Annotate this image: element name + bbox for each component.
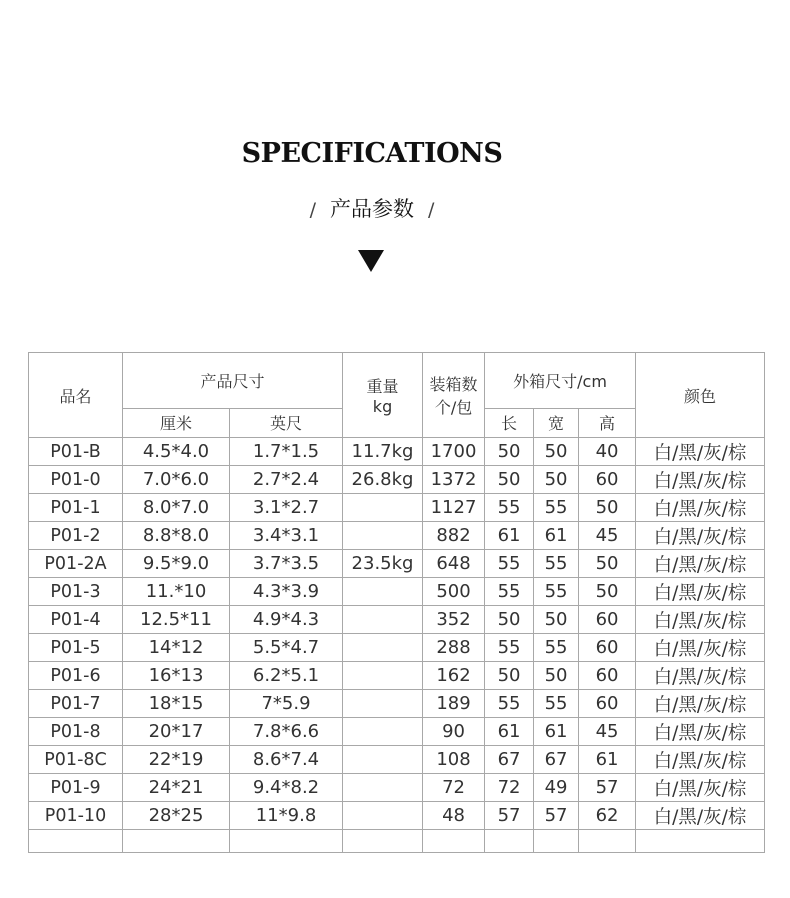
table-row: [29, 438, 765, 466]
size-ft-cell: 3.4*3.1: [230, 522, 343, 550]
model-cell: P01-3: [29, 578, 123, 606]
empty-cell: [343, 830, 423, 853]
size-ft-cell: 3.7*3.5: [230, 550, 343, 578]
carton-height-cell: 50: [579, 578, 636, 606]
table-row: [29, 746, 765, 774]
quantity-cell: 162: [423, 662, 485, 690]
color-cell: 白/黑/灰/棕: [636, 438, 765, 466]
table-row: [29, 494, 765, 522]
table-row: [29, 550, 765, 578]
table-row: [29, 606, 765, 634]
color-cell: 白/黑/灰/棕: [636, 606, 765, 634]
size-ft-cell: 4.3*3.9: [230, 578, 343, 606]
carton-height-cell: 60: [579, 634, 636, 662]
weight-cell: 11.7kg: [343, 438, 423, 466]
size-cm-cell: 7.0*6.0: [123, 466, 230, 494]
carton-height-cell: 60: [579, 466, 636, 494]
carton-height-cell: 61: [579, 746, 636, 774]
carton-height-cell: 50: [579, 550, 636, 578]
table-row-empty: [29, 830, 765, 853]
carton-length-cell: 55: [485, 494, 534, 522]
carton-length-cell: 67: [485, 746, 534, 774]
carton-height-cell: 60: [579, 606, 636, 634]
carton-length-cell: 55: [485, 578, 534, 606]
page-title: SPECIFICATIONS: [241, 138, 503, 169]
size-cm-cell: 24*21: [123, 774, 230, 802]
carton-length-cell: 50: [485, 662, 534, 690]
empty-cell: [230, 830, 343, 853]
size-ft-cell: 6.2*5.1: [230, 662, 343, 690]
empty-cell: [423, 830, 485, 853]
spec-table: [28, 352, 765, 853]
header-size: 产品尺寸: [123, 353, 343, 409]
size-cm-cell: 16*13: [123, 662, 230, 690]
header-carton-length: 长: [485, 408, 534, 437]
header-size-cm: 厘米: [123, 408, 230, 437]
empty-cell: [579, 830, 636, 853]
header-carton-width: 宽: [534, 408, 579, 437]
carton-height-cell: 45: [579, 522, 636, 550]
quantity-cell: 189: [423, 690, 485, 718]
carton-height-cell: 57: [579, 774, 636, 802]
size-ft-cell: 2.7*2.4: [230, 466, 343, 494]
model-cell: P01-6: [29, 662, 123, 690]
color-cell: 白/黑/灰/棕: [636, 466, 765, 494]
table-row: [29, 718, 765, 746]
quantity-cell: 1700: [423, 438, 485, 466]
carton-width-cell: 50: [534, 606, 579, 634]
empty-cell: [123, 830, 230, 853]
size-ft-cell: 7*5.9: [230, 690, 343, 718]
table-row: [29, 522, 765, 550]
size-ft-cell: 9.4*8.2: [230, 774, 343, 802]
size-cm-cell: 12.5*11: [123, 606, 230, 634]
weight-cell: [343, 634, 423, 662]
color-cell: 白/黑/灰/棕: [636, 690, 765, 718]
header-carton: 外箱尺寸/cm: [485, 353, 636, 409]
quantity-cell: 72: [423, 774, 485, 802]
carton-width-cell: 55: [534, 690, 579, 718]
carton-width-cell: 55: [534, 578, 579, 606]
carton-width-cell: 55: [534, 634, 579, 662]
carton-width-cell: 61: [534, 522, 579, 550]
subtitle-text: 产品参数: [330, 197, 414, 221]
weight-cell: 23.5kg: [343, 550, 423, 578]
carton-width-cell: 55: [534, 550, 579, 578]
color-cell: 白/黑/灰/棕: [636, 746, 765, 774]
carton-width-cell: 57: [534, 802, 579, 830]
quantity-cell: 1127: [423, 494, 485, 522]
size-ft-cell: 8.6*7.4: [230, 746, 343, 774]
header-pack-line1: 装箱数: [429, 375, 478, 394]
carton-width-cell: 50: [534, 662, 579, 690]
table-row: [29, 774, 765, 802]
size-ft-cell: 11*9.8: [230, 802, 343, 830]
color-cell: 白/黑/灰/棕: [636, 718, 765, 746]
weight-cell: [343, 522, 423, 550]
color-cell: 白/黑/灰/棕: [636, 578, 765, 606]
quantity-cell: 500: [423, 578, 485, 606]
carton-width-cell: 49: [534, 774, 579, 802]
quantity-cell: 882: [423, 522, 485, 550]
carton-height-cell: 50: [579, 494, 636, 522]
size-cm-cell: 11.*10: [123, 578, 230, 606]
quantity-cell: 90: [423, 718, 485, 746]
header-size-ft: 英尺: [230, 408, 343, 437]
color-cell: 白/黑/灰/棕: [636, 522, 765, 550]
model-cell: P01-9: [29, 774, 123, 802]
carton-length-cell: 61: [485, 718, 534, 746]
empty-cell: [636, 830, 765, 853]
header-row-1: [29, 353, 765, 409]
carton-length-cell: 61: [485, 522, 534, 550]
carton-length-cell: 50: [485, 606, 534, 634]
carton-height-cell: 40: [579, 438, 636, 466]
color-cell: 白/黑/灰/棕: [636, 774, 765, 802]
header-weight: [343, 353, 423, 438]
triangle-down-icon: [358, 250, 384, 272]
weight-cell: [343, 606, 423, 634]
carton-height-cell: 60: [579, 662, 636, 690]
weight-cell: [343, 578, 423, 606]
carton-length-cell: 57: [485, 802, 534, 830]
carton-length-cell: 55: [485, 634, 534, 662]
page-subtitle: [0, 193, 744, 223]
weight-cell: [343, 718, 423, 746]
quantity-cell: 48: [423, 802, 485, 830]
header-weight-line2: kg: [372, 397, 393, 416]
slash-left: /: [309, 199, 316, 221]
header-name: 品名: [29, 353, 123, 438]
size-cm-cell: 28*25: [123, 802, 230, 830]
carton-width-cell: 50: [534, 466, 579, 494]
size-ft-cell: 5.5*4.7: [230, 634, 343, 662]
model-cell: P01-B: [29, 438, 123, 466]
size-ft-cell: 4.9*4.3: [230, 606, 343, 634]
empty-cell: [29, 830, 123, 853]
empty-cell: [485, 830, 534, 853]
carton-width-cell: 67: [534, 746, 579, 774]
size-cm-cell: 18*15: [123, 690, 230, 718]
model-cell: P01-0: [29, 466, 123, 494]
carton-height-cell: 60: [579, 690, 636, 718]
size-cm-cell: 14*12: [123, 634, 230, 662]
model-cell: P01-2: [29, 522, 123, 550]
quantity-cell: 108: [423, 746, 485, 774]
color-cell: 白/黑/灰/棕: [636, 802, 765, 830]
header-weight-line1: 重量: [366, 377, 399, 396]
weight-cell: [343, 494, 423, 522]
carton-height-cell: 45: [579, 718, 636, 746]
table-row: [29, 466, 765, 494]
size-cm-cell: 4.5*4.0: [123, 438, 230, 466]
table-row: [29, 690, 765, 718]
weight-cell: [343, 690, 423, 718]
model-cell: P01-1: [29, 494, 123, 522]
size-cm-cell: 22*19: [123, 746, 230, 774]
carton-width-cell: 61: [534, 718, 579, 746]
model-cell: P01-10: [29, 802, 123, 830]
weight-cell: [343, 662, 423, 690]
model-cell: P01-8C: [29, 746, 123, 774]
table-row: [29, 662, 765, 690]
empty-cell: [534, 830, 579, 853]
model-cell: P01-7: [29, 690, 123, 718]
color-cell: 白/黑/灰/棕: [636, 494, 765, 522]
color-cell: 白/黑/灰/棕: [636, 634, 765, 662]
table-row: [29, 634, 765, 662]
carton-width-cell: 50: [534, 438, 579, 466]
table-row: [29, 802, 765, 830]
size-ft-cell: 1.7*1.5: [230, 438, 343, 466]
carton-length-cell: 55: [485, 550, 534, 578]
model-cell: P01-4: [29, 606, 123, 634]
quantity-cell: 648: [423, 550, 485, 578]
table-row: [29, 578, 765, 606]
carton-length-cell: 50: [485, 466, 534, 494]
size-cm-cell: 8.0*7.0: [123, 494, 230, 522]
size-cm-cell: 8.8*8.0: [123, 522, 230, 550]
header-pack-line2: 个/包: [434, 398, 473, 417]
model-cell: P01-5: [29, 634, 123, 662]
weight-cell: [343, 746, 423, 774]
carton-height-cell: 62: [579, 802, 636, 830]
quantity-cell: 352: [423, 606, 485, 634]
weight-cell: [343, 774, 423, 802]
weight-cell: 26.8kg: [343, 466, 423, 494]
model-cell: P01-8: [29, 718, 123, 746]
color-cell: 白/黑/灰/棕: [636, 662, 765, 690]
size-ft-cell: 3.1*2.7: [230, 494, 343, 522]
carton-length-cell: 72: [485, 774, 534, 802]
size-cm-cell: 20*17: [123, 718, 230, 746]
size-ft-cell: 7.8*6.6: [230, 718, 343, 746]
model-cell: P01-2A: [29, 550, 123, 578]
carton-length-cell: 50: [485, 438, 534, 466]
color-cell: 白/黑/灰/棕: [636, 550, 765, 578]
weight-cell: [343, 802, 423, 830]
quantity-cell: 1372: [423, 466, 485, 494]
carton-length-cell: 55: [485, 690, 534, 718]
carton-width-cell: 55: [534, 494, 579, 522]
size-cm-cell: 9.5*9.0: [123, 550, 230, 578]
header-carton-height: 高: [579, 408, 636, 437]
header-pack: [423, 353, 485, 438]
slash-right: /: [428, 199, 435, 221]
quantity-cell: 288: [423, 634, 485, 662]
header-color: 颜色: [636, 353, 765, 438]
